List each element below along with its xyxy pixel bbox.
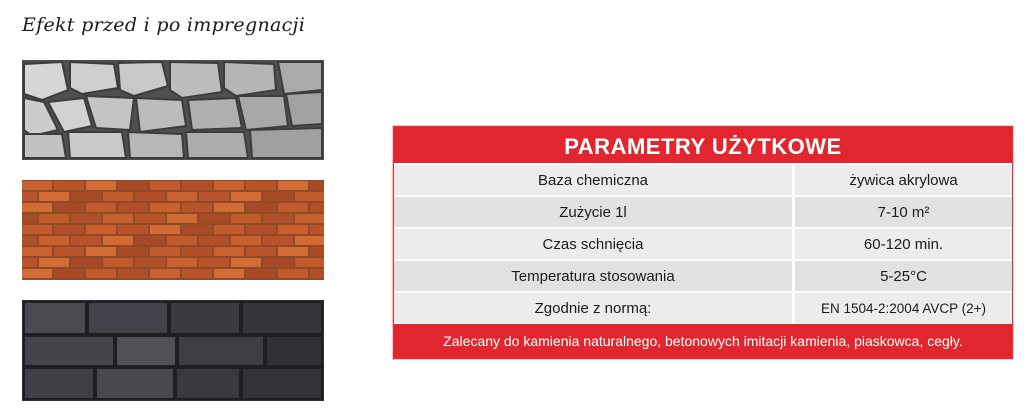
- parameters-table: [394, 163, 1012, 323]
- row-value: EN 1504-2:2004 AVCP (2+): [795, 293, 1012, 323]
- parameters-panel: [393, 126, 1013, 359]
- table-row: [394, 195, 1012, 227]
- row-value: 60-120 min.: [795, 229, 1012, 259]
- natural-stone-swatch: [22, 60, 324, 160]
- panel-title: PARAMETRY UŻYTKOWE: [394, 127, 1012, 163]
- slate-stone-swatch: [22, 300, 324, 401]
- row-label: Baza chemiczna: [394, 165, 795, 195]
- row-label: Temperatura stosowania: [394, 261, 795, 291]
- table-row: [394, 163, 1012, 195]
- table-row: [394, 291, 1012, 323]
- row-value: 7-10 m²: [795, 197, 1012, 227]
- row-value: 5-25°C: [795, 261, 1012, 291]
- brick-swatch: [22, 180, 324, 280]
- table-row: [394, 259, 1012, 291]
- panel-footer-note: Zalecany do kamienia naturalnego, betonowych imitacji kamienia, piaskowca, cegły.: [394, 324, 1012, 358]
- row-label: Zgodnie z normą:: [394, 293, 795, 323]
- row-label: Czas schnięcia: [394, 229, 795, 259]
- page-heading: Efekt przed i po impregnacji: [22, 14, 306, 36]
- table-row: [394, 227, 1012, 259]
- row-value: żywica akrylowa: [795, 165, 1012, 195]
- row-label: Zużycie 1l: [394, 197, 795, 227]
